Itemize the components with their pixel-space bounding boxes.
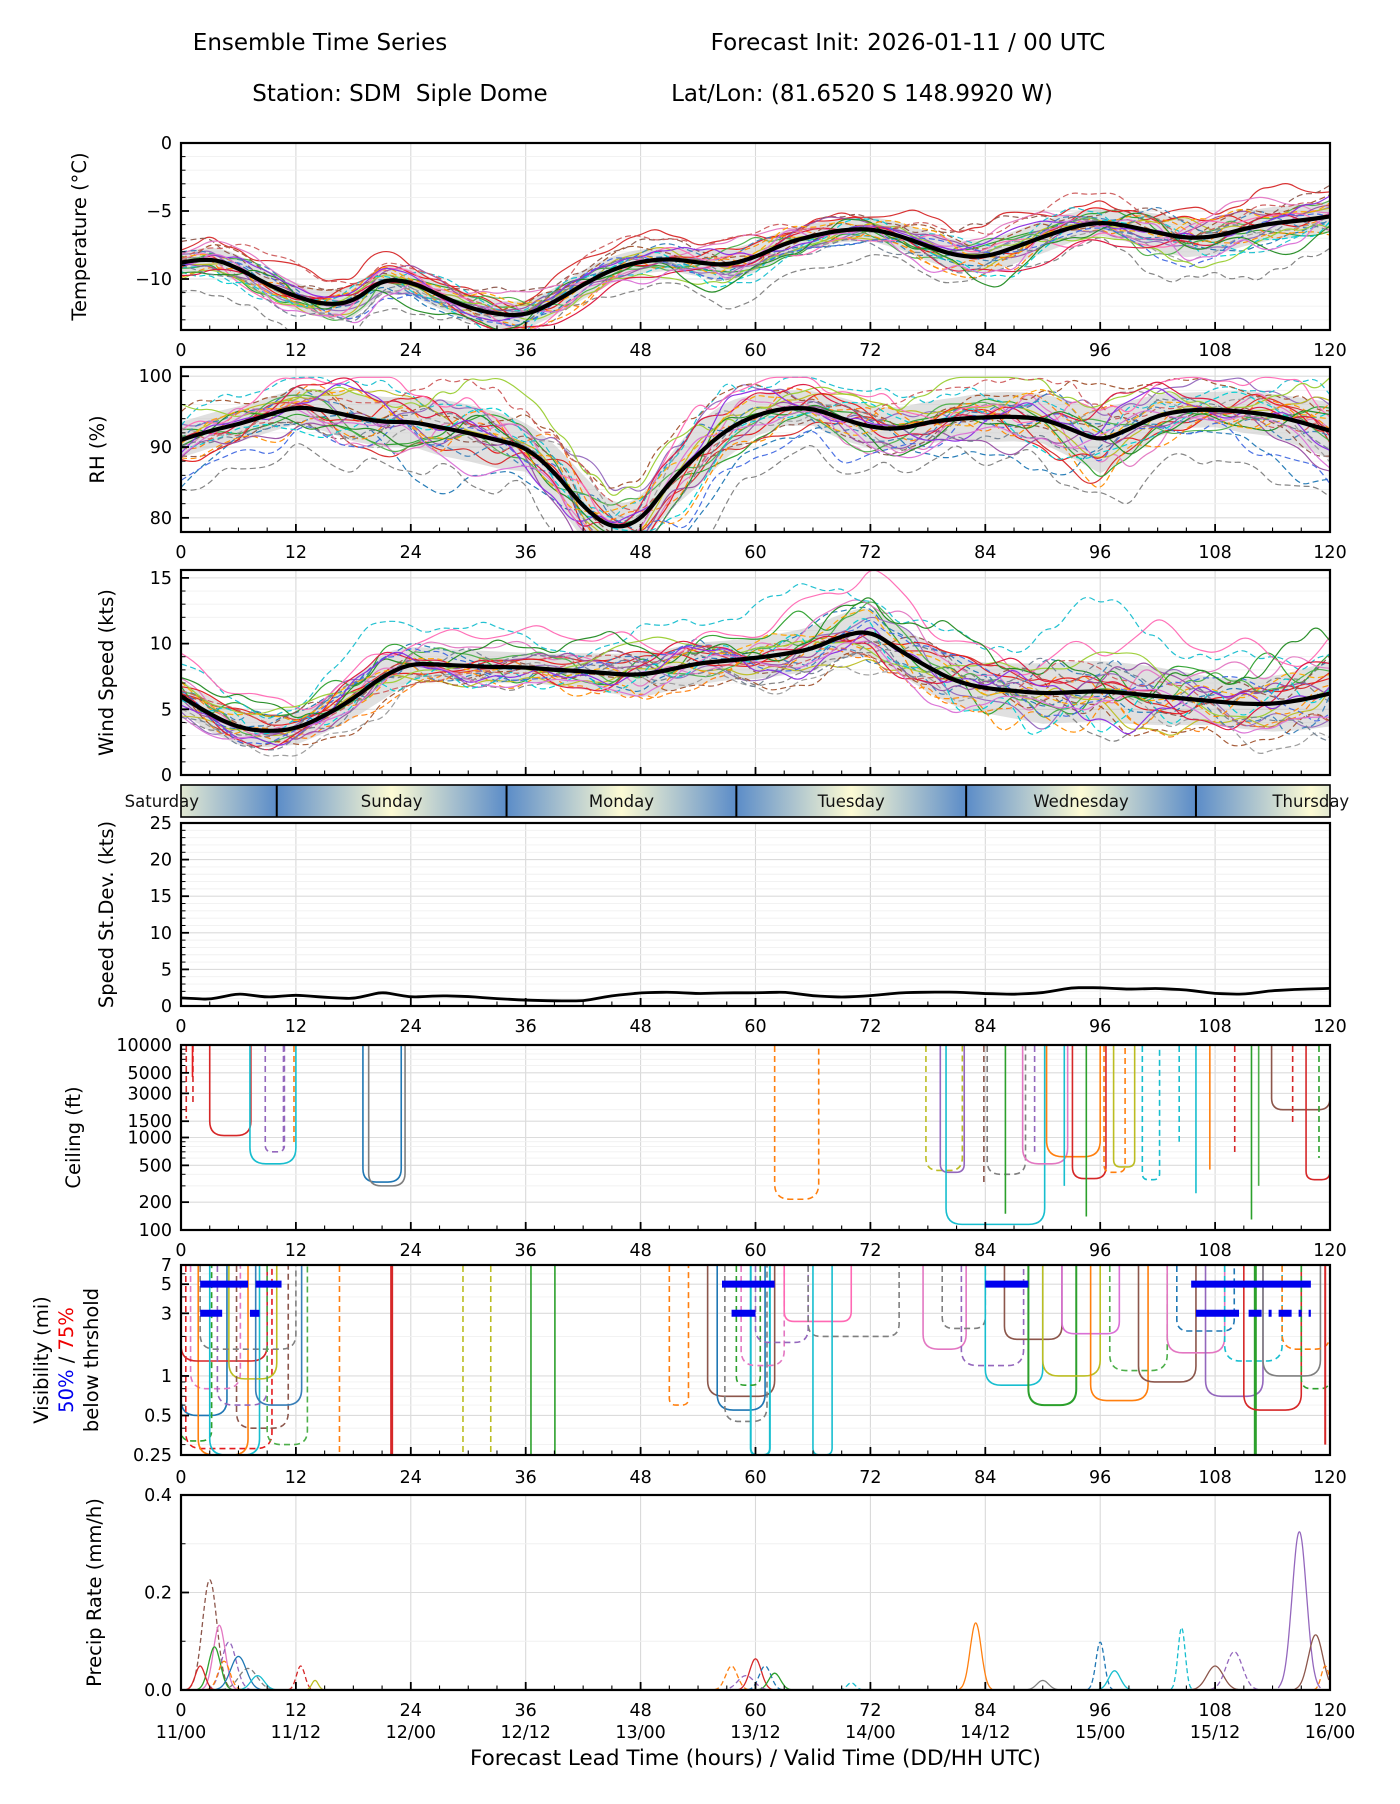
svg-text:36: 36 [514,1701,537,1721]
svg-text:96: 96 [1089,1468,1112,1488]
panel-precip-rate [144,1486,1330,1701]
latlon-label: Lat/Lon: (81.6520 S 148.9920 W) [671,81,1053,107]
svg-text:48: 48 [629,341,652,361]
svg-text:108: 108 [1198,341,1232,361]
svg-text:84: 84 [974,341,997,361]
x-axis-title: Forecast Lead Time (hours) / Valid Time (DD/HH UTC) [470,1746,1041,1771]
svg-text:100: 100 [138,1221,172,1241]
x-tick-labels [175,1701,1346,1721]
svg-text:60: 60 [744,1468,767,1488]
svg-text:14/12: 14/12 [960,1723,1011,1743]
station-label: Station: SDM Siple Dome [252,81,548,107]
day-night-band [125,785,1350,817]
panel-speed-stdev [150,814,1330,1017]
svg-text:10: 10 [149,634,172,655]
day-label-tuesday: Tuesday [817,792,885,811]
svg-text:24: 24 [399,341,422,361]
svg-text:36: 36 [514,1241,537,1261]
svg-text:0: 0 [175,1701,187,1721]
svg-text:96: 96 [1089,1241,1112,1261]
svg-text:108: 108 [1198,1241,1232,1261]
panel-ceiling [116,1036,1330,1241]
svg-text:60: 60 [744,1017,767,1037]
x-tick-labels [175,1017,1346,1037]
svg-text:0.25: 0.25 [133,1446,172,1466]
day-label-wednesday: Wednesday [1033,792,1129,811]
day-label-saturday: Saturday [124,792,200,811]
svg-text:48: 48 [629,1017,652,1037]
day-label-thursday: Thursday [1272,792,1350,811]
svg-text:72: 72 [859,1701,882,1721]
svg-text:−5: −5 [146,202,172,222]
svg-text:84: 84 [974,1241,997,1261]
svg-text:16/00: 16/00 [1304,1723,1356,1743]
svg-text:1500: 1500 [127,1112,172,1133]
svg-text:5: 5 [160,700,172,721]
svg-text:108: 108 [1198,1468,1232,1488]
svg-text:0: 0 [175,1468,187,1488]
svg-text:36: 36 [514,1017,537,1037]
svg-text:below thrshold: below thrshold [80,1287,103,1433]
svg-text:0: 0 [160,766,172,786]
svg-text:0: 0 [160,134,172,154]
svg-text:0: 0 [175,543,187,563]
svg-text:0.5: 0.5 [144,1406,172,1427]
svg-text:84: 84 [974,1701,997,1721]
svg-text:15: 15 [149,568,172,589]
svg-text:100: 100 [138,367,172,388]
svg-text:12: 12 [284,341,308,361]
svg-text:13/00: 13/00 [615,1723,666,1743]
svg-text:36: 36 [514,1468,537,1488]
svg-text:0.2: 0.2 [144,1583,172,1604]
svg-text:96: 96 [1089,1017,1112,1037]
svg-text:84: 84 [974,1017,997,1037]
svg-text:Temperature (°C): Temperature (°C) [68,152,91,321]
svg-text:96: 96 [1089,543,1112,563]
svg-text:72: 72 [859,341,882,361]
svg-text:24: 24 [399,1241,422,1261]
svg-text:12: 12 [284,1468,308,1488]
svg-text:1: 1 [160,1366,172,1387]
svg-text:60: 60 [744,1701,767,1721]
panel-visibility [133,1256,1330,1466]
svg-text:108: 108 [1198,1701,1232,1721]
svg-text:60: 60 [744,1241,767,1261]
x-tick-labels [175,341,1346,361]
svg-text:3000: 3000 [127,1084,172,1105]
svg-text:10000: 10000 [116,1036,172,1056]
panel-wind-speed [150,569,1330,786]
x-tick-labels [175,543,1346,563]
svg-text:108: 108 [1198,1017,1232,1037]
svg-text:90: 90 [149,438,172,459]
svg-text:−10: −10 [135,270,172,290]
svg-text:0.4: 0.4 [144,1486,172,1506]
svg-text:72: 72 [859,1017,882,1037]
svg-text:72: 72 [859,543,882,563]
svg-text:24: 24 [399,1468,422,1488]
svg-text:48: 48 [629,1241,652,1261]
svg-text:24: 24 [399,1701,422,1721]
svg-text:13/12: 13/12 [730,1723,781,1743]
svg-text:96: 96 [1089,341,1112,361]
svg-text:Ceiling (ft): Ceiling (ft) [62,1086,85,1189]
svg-text:3: 3 [160,1304,172,1325]
page-title: Ensemble Time Series [192,30,448,56]
svg-text:120: 120 [1313,1701,1347,1721]
svg-text:11/00: 11/00 [155,1723,207,1743]
svg-text:25: 25 [149,814,172,834]
svg-text:120: 120 [1313,1241,1347,1261]
svg-text:500: 500 [138,1156,172,1177]
svg-text:24: 24 [399,1017,422,1037]
svg-text:Wind Speed (kts): Wind Speed (kts) [95,589,118,756]
svg-text:96: 96 [1089,1701,1112,1721]
svg-text:50% / 75%: 50% / 75% [55,1307,78,1413]
svg-text:12: 12 [284,543,308,563]
svg-text:84: 84 [974,1468,997,1488]
svg-text:12/12: 12/12 [500,1723,551,1743]
svg-text:120: 120 [1313,1468,1347,1488]
svg-text:48: 48 [629,1468,652,1488]
svg-text:0: 0 [175,1017,187,1037]
svg-text:108: 108 [1198,543,1232,563]
svg-text:15/00: 15/00 [1074,1723,1126,1743]
panel-rh [139,367,1330,590]
svg-text:0: 0 [175,1241,187,1261]
svg-text:20: 20 [149,850,172,871]
svg-text:12: 12 [284,1017,308,1037]
svg-text:24: 24 [399,543,422,563]
valid-time-labels [156,1723,1355,1743]
x-tick-labels [175,1468,1346,1488]
svg-text:Precip Rate (mm/h): Precip Rate (mm/h) [83,1498,106,1687]
svg-text:0.0: 0.0 [144,1681,172,1701]
svg-text:12: 12 [284,1701,308,1721]
svg-text:0: 0 [160,997,172,1017]
x-tick-labels [175,1241,1346,1261]
svg-text:72: 72 [859,1241,882,1261]
day-label-monday: Monday [588,792,655,811]
svg-text:80: 80 [149,508,172,529]
svg-text:5: 5 [160,1275,172,1296]
svg-text:15/12: 15/12 [1189,1723,1241,1743]
svg-text:Visibility (mi): Visibility (mi) [30,1296,53,1424]
day-label-sunday: Sunday [360,792,423,811]
svg-text:Speed St.Dev. (kts): Speed St.Dev. (kts) [95,820,118,1009]
svg-text:14/00: 14/00 [845,1723,896,1743]
svg-text:10: 10 [149,923,172,944]
svg-text:36: 36 [514,543,537,563]
svg-text:12: 12 [284,1241,308,1261]
forecast-init-label: Forecast Init: 2026-01-11 / 00 UTC [710,30,1106,56]
svg-text:5: 5 [160,960,172,981]
svg-text:5000: 5000 [127,1063,172,1084]
panel-temperature [135,134,1330,344]
svg-text:60: 60 [744,341,767,361]
svg-text:11/12: 11/12 [270,1723,322,1743]
svg-text:60: 60 [744,543,767,563]
svg-text:1000: 1000 [127,1128,172,1149]
svg-text:200: 200 [138,1193,172,1214]
svg-text:48: 48 [629,1701,652,1721]
svg-text:120: 120 [1313,543,1347,563]
svg-text:RH (%): RH (%) [86,415,109,484]
svg-text:72: 72 [859,1468,882,1488]
svg-text:15: 15 [149,887,172,908]
svg-text:120: 120 [1313,341,1347,361]
svg-text:7: 7 [160,1256,172,1276]
svg-text:48: 48 [629,543,652,563]
svg-text:120: 120 [1313,1017,1347,1037]
svg-text:12/00: 12/00 [385,1723,437,1743]
svg-text:36: 36 [514,341,537,361]
svg-text:0: 0 [175,341,187,361]
svg-text:84: 84 [974,543,997,563]
